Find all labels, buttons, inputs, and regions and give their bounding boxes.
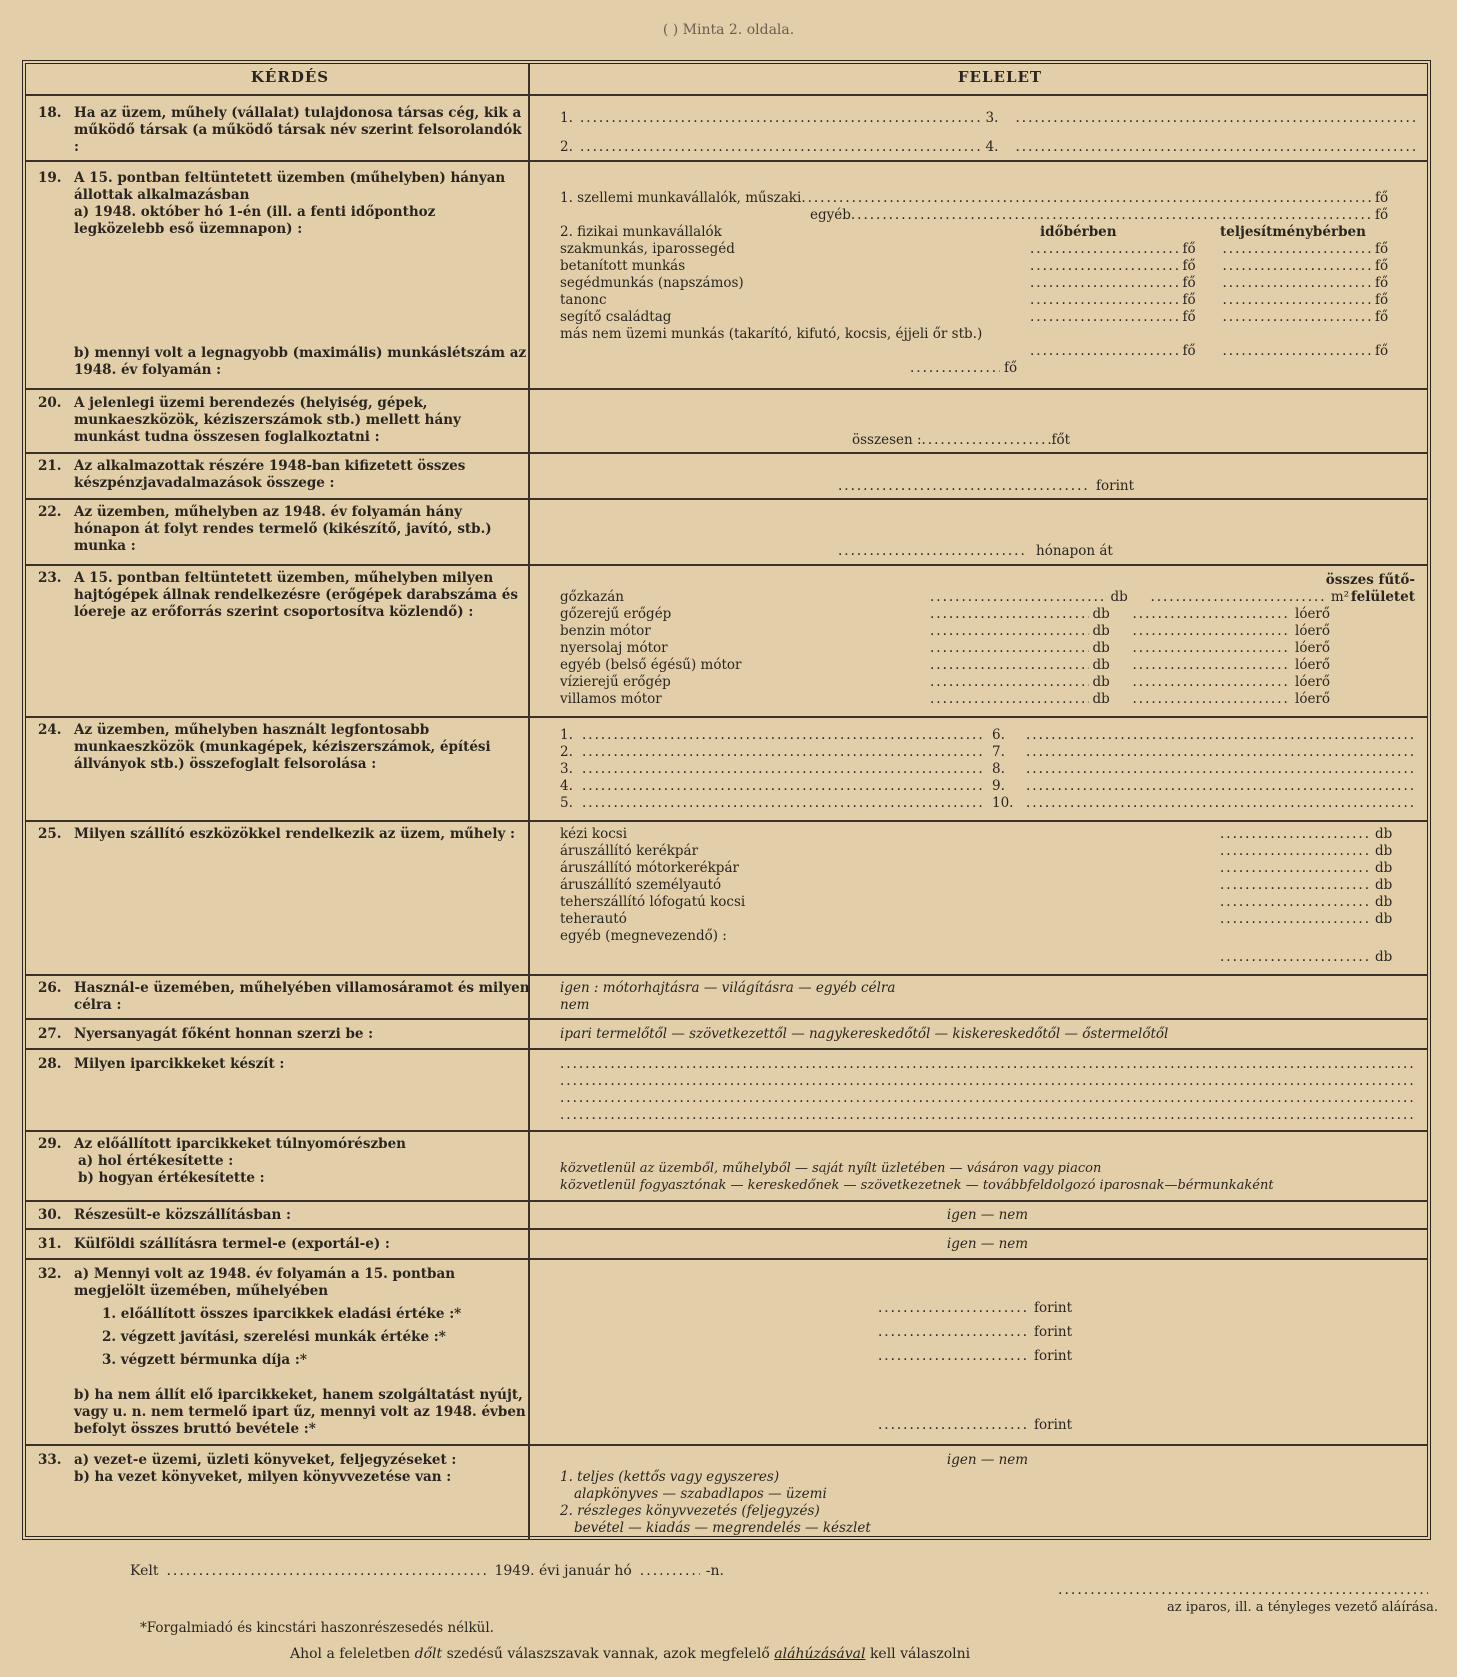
question-24: 24. Az üzemben, műhelyben használt legfontosabb munkaeszközök (munkagépek, kéziszerszámok, építési állványok stb.) összefoglalt felsorolása : [38,722,491,772]
answer-20: összesen : ..... főt [560,432,1415,449]
answer-33: igen — nem 1. teljes (kettős vagy egyszeres) alapkönyves — szabadlapos — üzemi 2. részleges könyvvezetés (feljegyzés) bevétel — kiadás — megrendelés — készlet [560,1452,1029,1536]
question-20: 20. A jelenlegi üzemi berendezés (helyiség, gépek, munkaeszközök, kéziszerszámok stb.) mellett hány munkást tudna összesen foglalkoztatni : [38,395,461,445]
row-divider [26,1444,1428,1446]
date-line: Kelt ..... 1949. évi január hó ..... -n. [130,1563,830,1579]
question-19b: b) mennyi volt a legnagyobb (maximális) munkáslétszám az 1948. év folyamán : [74,345,527,378]
signature-line [1058,1582,1428,1598]
answer-24: 1. ..... 6. ..... 2. ..... 7. ..... 3. ..... 8. ..... 4. ..... 9. ..... 5. ..... 10. ..... [560,727,1415,812]
row-divider [26,1048,1428,1050]
row-divider [26,1258,1428,1260]
answer-23: összes fűtő- gőzkazán ..... db ..... m² felületet gőzerejű erőgép ..... db ..... lóerő benzin mótor ..... db ..... lóerő nyersolaj mótor ..... db ..... lóerő egyéb (belső égésű) mótor ..... db ..... lóerő vízierejű erőgép ..... db ..... lóerő villamos mótor ..... db ..... lóerő [560,572,1415,708]
row-divider [26,1228,1428,1230]
answer-26: igen : mótorhajtásra — világításra — egyéb célra nem [560,980,896,1013]
row-divider [26,820,1428,822]
question-18: 18. Ha az üzem, műhely (vállalat) tulajdonosa társas cég, kik a működő társak (a működő társak név szerint felsorolandók : [38,105,522,155]
question-32: 32. a) Mennyi volt az 1948. év folyamán a 15. pontban megjelölt üzemében, műhelyében 1. előállított összes iparcikkek eladási értéke :* 2. végzett javítási, szerelési munkák értéke :* 3. végzett bérmunka díja :* b) ha nem állít elő iparcikkeket, hanem szolgáltatást nyújt, vagy u. n. nem termelő ipart űz, mennyi volt az 1948. évben befolyt összes bruttó bevétele :* [38,1266,526,1437]
row-divider [26,1018,1428,1020]
answer-29: közvetlenül az üzemből, műhelyből — saját nyílt üzletében — vásáron vagy piacon közvetlenül fogyasztónak — kereskedőnek — szövetkezetnek — továbbfeldolgozó iparosnak—bérmunkaként [560,1161,1274,1193]
signature-label: az iparos, ill. a tényleges vezető aláírása. [1167,1600,1438,1615]
answer-18: 1. ..... 3. ..... 2. ..... 4. ..... [560,110,1415,156]
question-29: 29. Az előállított iparcikkeket túlnyomórészben a) hol értékesítette : b) hogyan értékesítette : [38,1136,407,1186]
answer-28 [560,1056,1415,1124]
row-divider [26,564,1428,566]
instruction-note: Ahol a feleletben dőlt szedésű válaszszavak vannak, azok megfelelő aláhúzásával kell válaszolni [290,1646,971,1662]
question-33: 33. a) vezet-e üzemi, üzleti könyveket, feljegyzéseket : b) ha vezet könyveket, milyen könyvvezetése van : [38,1452,457,1485]
question-23: 23. A 15. pontban feltüntetett üzemben, műhelyben milyen hajtógépek állnak rendelkezésre (erőgépek darabszáma és lóereje az erőforrás szerint csoportosítva közlendő) : [38,570,518,620]
row-divider [26,498,1428,500]
row-divider [26,452,1428,454]
answer-32: ..... forint ..... forint ..... forint ..... forint [560,1300,1415,1434]
row-divider [26,160,1428,162]
row-divider [26,94,1428,96]
answer-25: kézi kocsi ..... db áruszállító kerékpár ..... db áruszállító mótorkerékpár ..... db áruszállító személyautó ..... db teherszállító lófogatú kocsi ..... db teherautó ..... db egyéb (megnevezendő) : ..... db [560,826,1415,966]
answer-31: igen — nem [946,1236,1029,1252]
answer-27: ipari termelőtől — szövetkezettől — nagykereskedőtől — kiskereskedőtől — őstermelőtől [560,1026,1169,1042]
page-note: ( ) Minta 2. oldala. [662,22,795,38]
footnote: *Forgalmiadó és kincstári haszonrészesedés nélkül. [140,1620,494,1636]
answer-22: ..... hónapon át [560,543,1415,560]
header-kerdes: KÉRDÉS [250,68,330,86]
question-22: 22. Az üzemben, műhelyben az 1948. év folyamán hány hónapon át folyt rendes termelő (kikészítő, javító, stb.) munka : [38,504,492,554]
header-felelet: FELELET [957,68,1043,86]
question-26: 26. Használ-e üzemében, műhelyében villamosáramot és milyen célra : [38,980,530,1013]
answer-19: 1. szellemi munkavállalók, műszaki ..... fő egyéb ..... fő 2. fizikai munkavállalók időbérben teljesítménybérben szakmunkás, iparossegéd ..... fő ..... fő betanított munkás ..... fő ..... fő segédmunkás (napszámos) ..... fő ..... fő tanonc ..... fő ..... fő segítő családtag ..... fő ..... fő más nem üzemi munkás (takarító, kifutó, kocsis, éjjeli őr stb.) ..... fő ..... fő ..... fő [560,190,1415,377]
row-divider [26,974,1428,976]
question-30: 30. Részesült-e közszállításban : [38,1207,292,1223]
question-28: 28. Milyen iparcikkeket készít : [38,1056,285,1072]
row-divider [26,1200,1428,1202]
question-27: 27. Nyersanyagát főként honnan szerzi be : [38,1026,374,1042]
row-divider [26,1130,1428,1132]
answer-21: ..... forint [560,478,1415,495]
question-31: 31. Külföldi szállításra termel-e (exportál-e) : [38,1236,390,1252]
question-25: 25. Milyen szállító eszközökkel rendelkezik az üzem, műhely : [38,826,515,842]
answer-30: igen — nem [946,1207,1029,1223]
question-21: 21. Az alkalmazottak részére 1948-ban kifizetett összes készpénzjavadalmazások összege : [38,458,466,491]
question-19: 19. A 15. pontban feltüntetett üzemben (műhelyben) hányan állottak alkalmazásban a) 1948. október hó 1-én (ill. a fenti időponthoz legközelebb eső üzemnapon) : [38,170,506,237]
row-divider [26,388,1428,390]
row-divider [26,716,1428,718]
